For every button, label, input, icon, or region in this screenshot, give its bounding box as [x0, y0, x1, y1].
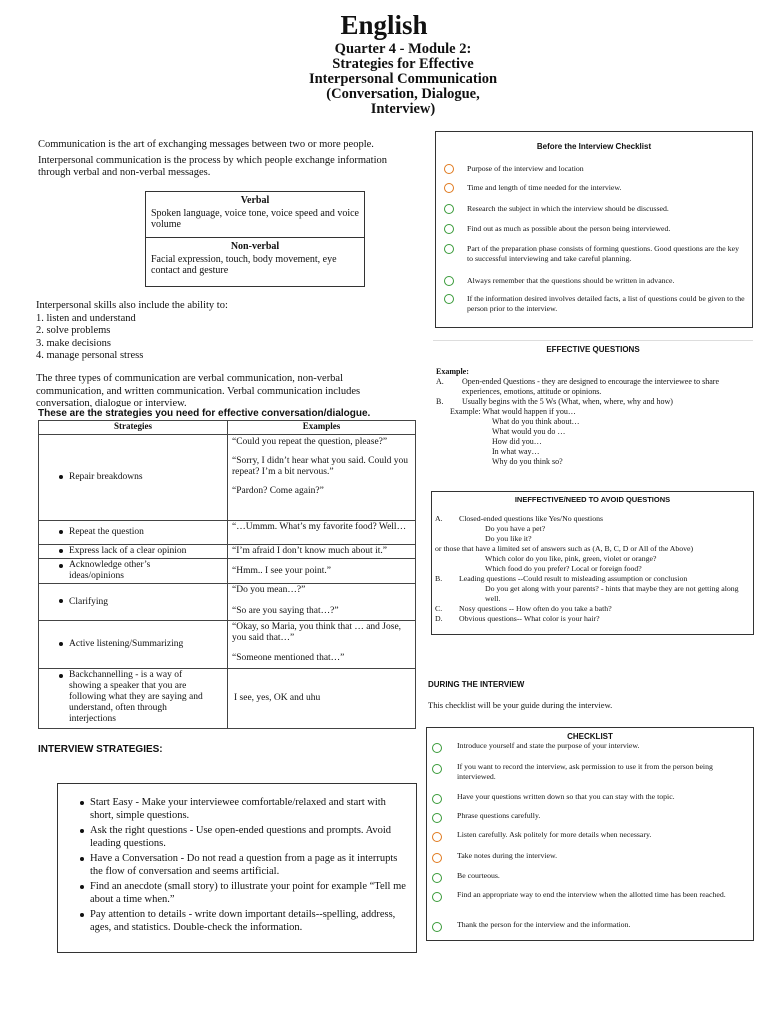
list-item [80, 908, 408, 934]
strategy-cell [39, 435, 228, 521]
skills-item: 1. listen and understand [36, 312, 136, 324]
interview-strategies-heading: INTERVIEW STRATEGIES: [38, 744, 163, 755]
module-line: Quarter 4 - Module 2: [334, 41, 472, 57]
ineffective-b-text: Leading questions --Could result to misleading assumption or conclusion [459, 574, 688, 583]
list-item-text: Find an anecdote (small story) to illustrate your point for example “Tell me about a time when.” [90, 881, 406, 905]
checklist-circle-icon[interactable] [432, 743, 442, 753]
example-text: “Hmm.. I see your point.” [232, 565, 331, 576]
module-title [0, 42, 768, 117]
checklist-item-text: If you want to record the interview, ask permission to use it from the person being interviewed. [457, 762, 713, 781]
page-title: English [340, 10, 428, 40]
intro-section [38, 139, 428, 180]
checklist-circle-icon[interactable] [432, 873, 442, 883]
strategy-cell [39, 559, 228, 584]
example-item: What do you think about… [492, 417, 580, 426]
strategy-cell [39, 545, 228, 559]
ineffective-questions-title: INEFFECTIVE/NEED TO AVOID QUESTIONS [514, 495, 671, 504]
strategy-label: Backchannelling - is a way of showing a speaker that you are following what they are saying and understand, often through interjections [69, 670, 203, 724]
verbal-text: Spoken language, voice tone, voice speed and voice volume [151, 207, 359, 230]
table-row [39, 669, 416, 729]
ineffective-d-text: Obvious questions-- What color is your hair? [459, 614, 600, 623]
checklist-item-text: Time and length of time needed for the interview. [467, 183, 622, 192]
example-intro: Example: What would happen if you… [450, 407, 576, 416]
checklist-item-text: Listen carefully. Ask politely for more details when necessary. [457, 830, 652, 839]
intro-paragraph-1: Communication is the art of exchanging messages between two or more people. [38, 139, 374, 150]
verbal-title: Verbal [240, 195, 270, 206]
example-text: “…Ummm. What’s my favorite food? Well… [232, 522, 407, 532]
example-text: “Could you repeat the question, please?” [232, 437, 388, 447]
question-type-b: B. Usually begins with the 5 Ws (What, when, where, why and how) [436, 397, 673, 406]
checklist-item-text: Find out as much as possible about the person being interviewed. [467, 224, 671, 233]
example-cell [228, 621, 416, 669]
strategy-cell [39, 621, 228, 669]
interview-strategies-list [80, 796, 408, 934]
during-checklist-title: CHECKLIST [567, 732, 613, 741]
three-types-paragraph [36, 373, 418, 407]
example-item: Why do you think so? [492, 457, 563, 466]
ineffective-example: Which food do you prefer? Local or foreign food? [485, 564, 642, 573]
table-row [39, 584, 416, 621]
strategy-label: Active listening/Summarizing [69, 639, 184, 649]
checklist-circle-icon[interactable] [432, 764, 442, 774]
skills-item: 4. manage personal stress [36, 350, 144, 361]
example-text: “So are you saying that…?” [232, 606, 339, 616]
checklist-circle-icon[interactable] [432, 794, 442, 804]
checklist-circle-icon[interactable] [444, 294, 454, 304]
ineffective-example: Do you like it? [485, 534, 532, 543]
effective-questions-body [436, 367, 756, 467]
checklist-item-text: Take notes during the interview. [457, 851, 558, 860]
strategy-cell [39, 521, 228, 545]
checklist-circle-icon[interactable] [444, 183, 454, 193]
example-cell [228, 584, 416, 621]
question-type-a-text: Open-ended Questions - they are designed to encourage the interviewee to share experiences, emotions, attitude or opinions. [462, 377, 720, 396]
question-type-a: A. Open-ended Questions - they are designed to encourage the interviewee to share experiences, emotions, attitude or opinions. [436, 377, 756, 397]
column-header-strategies: Strategies [39, 421, 228, 435]
example-item: What would you do … [492, 427, 566, 436]
strategies-table [38, 420, 416, 729]
three-types-line: communication, and written communication. Verbal communication includes [36, 385, 361, 397]
checklist-circle-icon[interactable] [432, 832, 442, 842]
table-row [39, 545, 416, 559]
interview-strategies-box [57, 783, 417, 953]
checklist-circle-icon[interactable] [444, 244, 454, 254]
list-item-text: Pay attention to details - write down important details--spelling, address, ages, and statistics. Double-check the information. [90, 909, 396, 933]
checklist-item-text: Research the subject in which the interview should be discussed. [467, 204, 669, 213]
checklist-circle-icon[interactable] [432, 813, 442, 823]
example-label: Example: [436, 367, 469, 376]
example-item: How did you… [492, 437, 542, 446]
intro-paragraph-2b: through verbal and non-verbal messages. [38, 167, 211, 178]
checklist-circle-icon[interactable] [444, 204, 454, 214]
skills-section [36, 300, 416, 363]
table-header-row [39, 421, 416, 435]
checklist-item-text: Be courteous. [457, 871, 500, 880]
skills-item: 3. make decisions [36, 337, 111, 349]
list-item [80, 852, 408, 878]
checklist-circle-icon[interactable] [444, 276, 454, 286]
during-subtitle: This checklist will be your guide during the interview. [428, 700, 613, 710]
checklist-circle-icon[interactable] [432, 922, 442, 932]
communication-types-box [145, 191, 365, 287]
strategy-cell [39, 669, 228, 729]
effective-questions-title: EFFECTIVE QUESTIONS [546, 345, 640, 354]
nonverbal-text: Facial expression, touch, body movement, eye contact and gesture [151, 253, 337, 276]
table-row [39, 559, 416, 584]
checklist-item-text: Introduce yourself and state the purpose of your interview. [457, 741, 640, 750]
module-line: Strategies for Effective [332, 56, 474, 72]
checklist-circle-icon[interactable] [432, 892, 442, 902]
intro-paragraph-2: Interpersonal communication is the process by which people exchange information [38, 154, 388, 166]
checklist-item-text: Have your questions written down so that you can stay with the topic. [457, 792, 675, 801]
skills-intro: Interpersonal skills also include the ability to: [36, 300, 228, 311]
verbal-cell [146, 192, 364, 238]
three-types-line: conversation, dialogue or interview. [36, 398, 187, 407]
ineffective-d: D. Obvious questions-- What color is your hair? [435, 614, 600, 623]
checklist-item-text: Purpose of the interview and location [467, 164, 584, 173]
strategy-label: Express lack of a clear opinion [69, 546, 187, 556]
strategy-label: Clarifying [69, 596, 109, 607]
checklist-circle-icon[interactable] [444, 164, 454, 174]
strategy-cell [39, 584, 228, 621]
checklist-item-text: Find an appropriate way to end the interview when the allotted time has been reached. [457, 890, 726, 899]
checklist-item-text: Part of the preparation phase consists of forming questions. Good questions are the key to successful interviewing and take careful planning. [467, 244, 739, 263]
checklist-circle-icon[interactable] [444, 224, 454, 234]
list-item-text: Have a Conversation - Do not read a question from a page as it interrupts the flow of conversation and seems artificial. [90, 853, 398, 877]
before-checklist-title: Before the Interview Checklist [536, 142, 652, 151]
nonverbal-title: Non-verbal [230, 241, 280, 252]
checklist-item-text: Always remember that the questions should be written in advance. [467, 276, 675, 285]
table-row [39, 621, 416, 669]
module-line: Interpersonal Communication [308, 71, 498, 87]
nonverbal-cell [146, 238, 364, 279]
during-heading: DURING THE INTERVIEW [428, 680, 525, 689]
checklist-item-text: Thank the person for the interview and the information. [457, 920, 631, 929]
list-item [80, 796, 408, 822]
ineffective-example: Do you have a pet? [485, 524, 546, 533]
example-text: “Okay, so Maria, you think that … and Jose, you said that…” [232, 622, 402, 643]
checklist-item-text: If the information desired involves detailed facts, a list of questions could be given to the person prior to the interview. [467, 294, 745, 313]
ineffective-c-text: Nosy questions -- How often do you take a bath? [459, 604, 612, 613]
checklist-item-text: Phrase questions carefully. [457, 811, 541, 820]
strategy-label: Repair breakdowns [69, 472, 143, 482]
list-item [80, 824, 408, 850]
ineffective-example: Which color do you like, pink, green, violet or orange? [485, 554, 657, 563]
ineffective-b: B. Leading questions --Could result to misleading assumption or conclusion [435, 574, 688, 583]
list-item [80, 880, 408, 906]
skills-item: 2. solve problems [36, 325, 111, 336]
column-header-examples: Examples [228, 421, 416, 435]
example-text: “Do you mean…?” [232, 585, 306, 595]
example-text: “I’m afraid I don’t know much about it.” [232, 546, 387, 556]
strategy-label: Acknowledge other’s ideas/opinions [69, 560, 151, 581]
strategy-label: Repeat the question [69, 527, 144, 537]
question-type-b-text: Usually begins with the 5 Ws (What, when, where, why and how) [462, 397, 673, 406]
example-text: I see, yes, OK and uhu [234, 693, 321, 703]
example-cell [228, 545, 416, 559]
checklist-circle-icon[interactable] [432, 853, 442, 863]
example-text: “Sorry, I didn’t hear what you said. Could you repeat? I’m a bit nervous.” [232, 456, 408, 477]
list-item-text: Start Easy - Make your interviewee comfortable/relaxed and start with short, simple questions. [90, 797, 386, 821]
example-cell [228, 669, 416, 729]
ineffective-or-line: or those that have a limited set of answers such as (A, B, C, D or All of the Above) [435, 544, 694, 553]
example-cell [228, 521, 416, 545]
example-text: “Someone mentioned that…” [232, 653, 345, 663]
list-item-text: Ask the right questions - Use open-ended questions and prompts. Avoid leading questions. [90, 825, 392, 849]
ineffective-a: A. Closed-ended questions like Yes/No questions [435, 514, 604, 523]
example-item: In what way… [492, 447, 540, 456]
ineffective-example: Do you get along with your parents? - hints that maybe they are not getting along well. [485, 584, 739, 603]
table-row [39, 521, 416, 545]
module-line: (Conversation, Dialogue, [326, 86, 480, 102]
example-cell [228, 435, 416, 521]
example-text: “Pardon? Come again?” [232, 486, 324, 496]
strategies-heading: These are the strategies you need for effective conversation/dialogue. [38, 408, 371, 419]
ineffective-a-text: Closed-ended questions like Yes/No questions [459, 514, 604, 523]
three-types-line: The three types of communication are verbal communication, non-verbal [36, 373, 344, 384]
example-cell [228, 559, 416, 584]
table-row [39, 435, 416, 521]
ineffective-c: C. Nosy questions -- How often do you take a bath? [435, 604, 612, 613]
ineffective-questions-body [435, 514, 753, 624]
module-line: Interview) [370, 101, 436, 117]
